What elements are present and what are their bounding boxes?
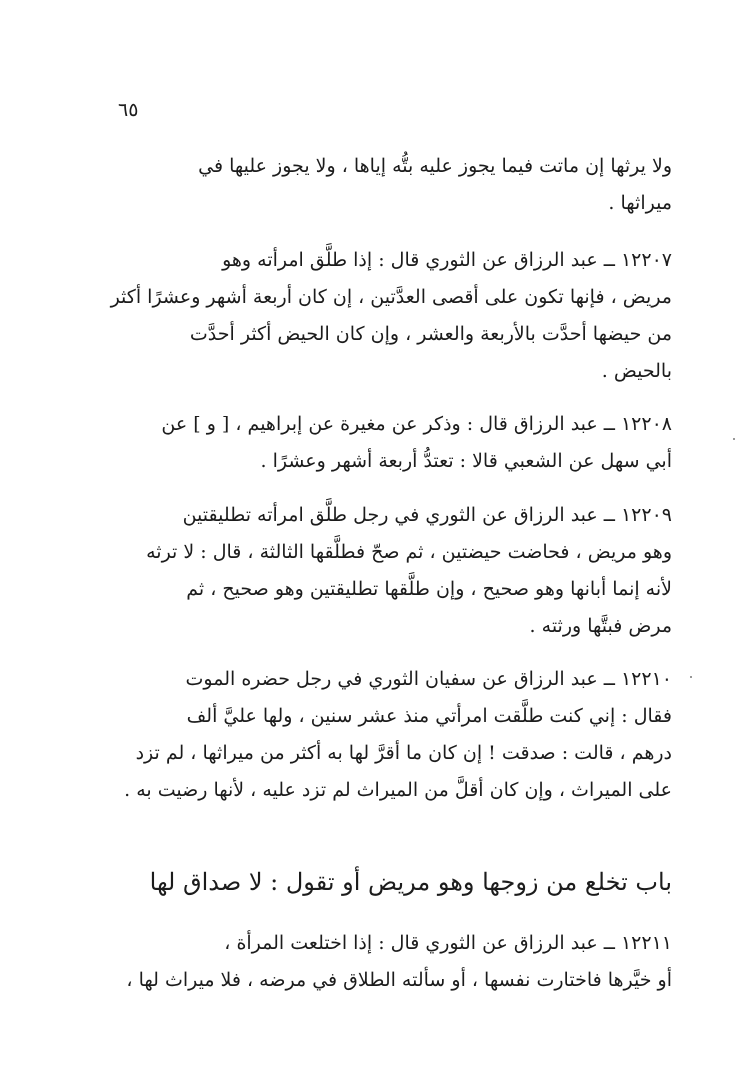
text-line: لأنه إنما أبانها وهو صحيح ، وإن طلَّقها تطليقتين وهو صحيح ، ثم: [186, 578, 672, 600]
text-line: بالحيض .: [601, 360, 672, 382]
text-line: ١٢٢٠٨ ــ عبد الرزاق قال : وذكر عن مغيرة عن إبراهيم ، [ و ] عن: [161, 413, 672, 435]
page-number: ٦٥: [118, 99, 139, 121]
text-line: مريض ، فإنها تكون على أقصى العدَّتين ، إن كان أربعة أشهر وعشرًا أكثر: [110, 286, 672, 308]
text-line: أبي سهل عن الشعبي قالا : تعتدُّ أربعة أشهر وعشرًا .: [260, 450, 672, 472]
section-heading: باب تخلع من زوجها وهو مريض أو تقول : لا صداق لها: [149, 868, 672, 896]
text-line: على الميراث ، وإن كان أقلَّ من الميراث لم تزد عليه ، لأنها رضيت به .: [124, 779, 672, 801]
text-line: ميراثها .: [608, 192, 672, 214]
text-line: فقال : إني كنت طلَّقت امرأتي منذ عشر سنين ، ولها عليَّ ألف: [186, 705, 672, 727]
paragraph-12209: [58, 497, 672, 645]
paragraph-12207: [58, 242, 672, 390]
paragraph-continuation: [58, 148, 672, 222]
text-line: ولا يرثها إن ماتت فيما يجوز عليه بتُّه إياها ، ولا يجوز عليها في: [198, 155, 672, 177]
text-line: ١٢٢٠٧ ــ عبد الرزاق عن الثوري قال : إذا طلَّق امرأته وهو: [222, 249, 672, 271]
text-line: ١٢٢١٠ ــ عبد الرزاق عن سفيان الثوري في رجل حضره الموت: [185, 668, 672, 690]
text-line: مرض فبتَّها ورثته .: [529, 615, 672, 637]
text-line: ١٢٢٠٩ ــ عبد الرزاق عن الثوري في رجل طلَّق امرأته تطليقتين: [182, 504, 672, 526]
scan-speck: [733, 438, 735, 440]
paragraph-12208: [58, 406, 672, 480]
text-line: وهو مريض ، فحاضت حيضتين ، ثم صحّ فطلَّقها الثالثة ، قال : لا ترثه: [146, 541, 672, 563]
text-line: ١٢٢١١ ــ عبد الرزاق عن الثوري قال : إذا اختلعت المرأة ،: [224, 932, 672, 954]
paragraph-12210: [58, 661, 672, 809]
scan-speck: [690, 676, 692, 678]
text-line: درهم ، قالت : صدقت ! إن كان ما أقرَّ لها به أكثر من ميراثها ، لم تزد: [135, 742, 672, 764]
paragraph-12211: [58, 925, 672, 999]
text-line: أو خيَّرها فاختارت نفسها ، أو سألته الطلاق في مرضه ، فلا ميراث لها ،: [126, 969, 672, 991]
text-line: من حيضها أحدَّت بالأربعة والعشر ، وإن كان الحيض أكثر أحدَّت: [189, 323, 672, 345]
